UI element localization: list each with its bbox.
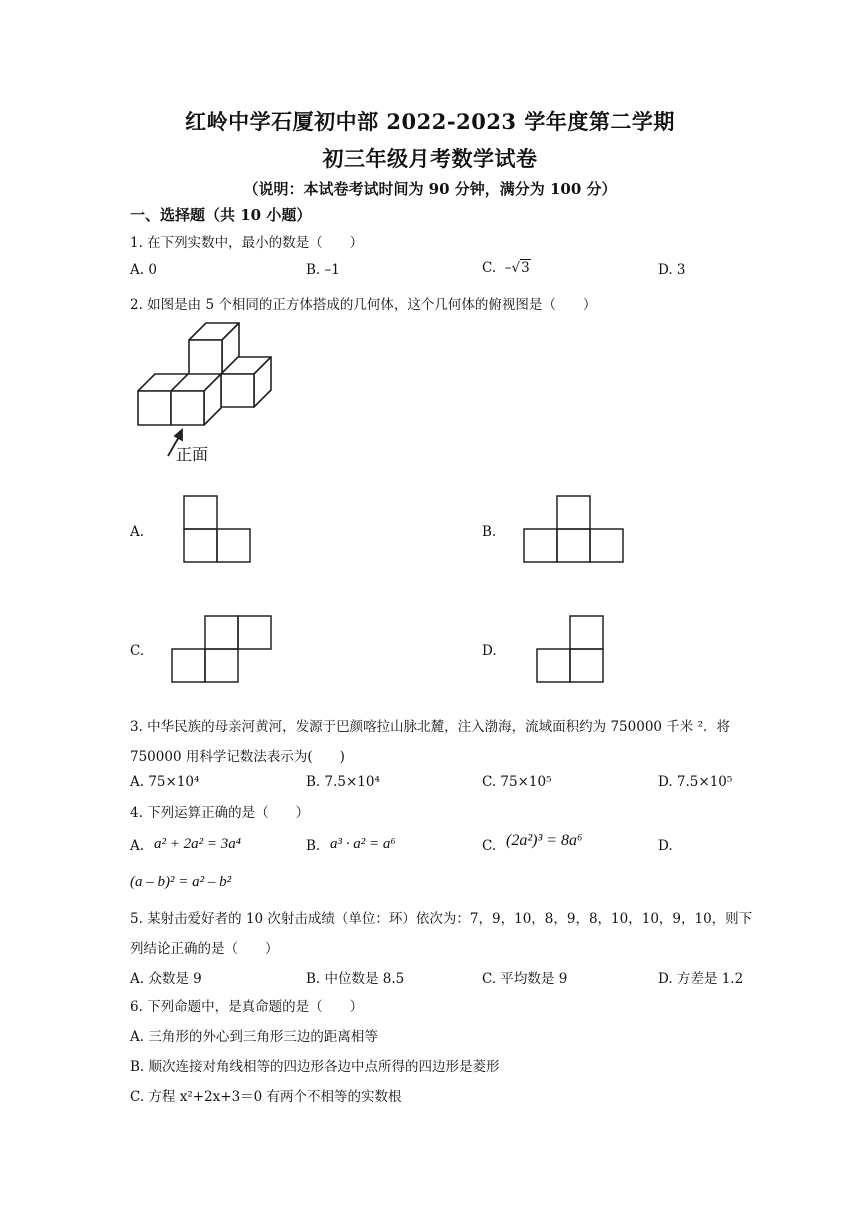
q5-stem-line2: 列结论正确的是（ ）: [130, 941, 279, 957]
q2-option-d-label: D.: [482, 643, 497, 659]
q6-option-b: B. 顺次连接对角线相等的四边形各边中点所得的四边形是菱形: [130, 1059, 500, 1075]
q1-option-c-label: C.: [482, 260, 497, 276]
q2-option-b-label: B.: [482, 524, 497, 540]
q1-option-c-radicand: 3: [521, 260, 530, 276]
sqrt-icon: √: [511, 260, 521, 276]
q1-option-d: D. 3: [658, 262, 686, 278]
q2-option-b-figure: [523, 495, 627, 563]
q2-option-a-figure: [183, 495, 253, 563]
q6-option-a: A. 三角形的外心到三角形三边的距离相等: [130, 1029, 378, 1045]
q6-stem: 6. 下列命题中，是真命题的是（ ）: [130, 999, 364, 1015]
q4-option-b-expr: a³ · a² = a⁶: [330, 836, 396, 852]
q1-option-a: A. 0: [130, 262, 157, 278]
q1-option-c: [482, 260, 531, 276]
q2-option-c-label: C.: [130, 643, 145, 659]
q4-option-c-label: C.: [482, 838, 497, 854]
q3-stem-line1: 3. 中华民族的母亲河黄河，发源于巴颜喀拉山脉北麓，注入渤海，流域面积约为 750000 千米 ²．将: [130, 719, 730, 735]
q1-option-b: B. –1: [306, 262, 340, 278]
exam-title-line2: 初三年级月考数学试卷: [322, 146, 538, 171]
q2-stem: 2. 如图是由 5 个相同的正方体搭成的几何体，这个几何体的俯视图是（ ）: [130, 297, 597, 313]
q5-option-c: C. 平均数是 9: [482, 971, 568, 987]
q6-option-c: C. 方程 x²+2x+3＝0 有两个不相等的实数根: [130, 1089, 402, 1105]
q1-stem: 1. 在下列实数中，最小的数是（ ）: [130, 235, 364, 251]
q3-option-a: A. 75×10⁴: [130, 774, 200, 790]
q5-option-a: A. 众数是 9: [130, 971, 202, 987]
q4-option-d-label: D.: [658, 838, 673, 854]
q2-front-label: 正面: [176, 445, 209, 464]
section-heading: 一、选择题（共 10 小题）: [130, 206, 312, 224]
exam-title-line1: 红岭中学石厦初中部 2022-2023 学年度第二学期: [185, 109, 675, 134]
q2-option-d-figure: [536, 615, 606, 683]
q4-option-b-label: B.: [306, 838, 321, 854]
q5-stem-line1: 5. 某射击爱好者的 10 次射击成绩（单位：环）依次为：7，9，10，8，9，8，10，10，9，10，则下: [130, 911, 753, 927]
q3-option-c: C. 75×10⁵: [482, 774, 552, 790]
q4-option-a-label: A.: [130, 838, 145, 854]
q4-option-d-expr: (a – b)² = a² – b²: [130, 874, 232, 890]
q5-option-d: D. 方差是 1.2: [658, 971, 744, 987]
q5-option-b: B. 中位数是 8.5: [306, 971, 405, 987]
exam-note: （说明：本试卷考试时间为 90 分钟，满分为 100 分）: [243, 180, 617, 198]
q2-option-c-figure: [171, 615, 275, 683]
q3-option-b: B. 7.5×10⁴: [306, 774, 380, 790]
q4-option-a-expr: a² + 2a² = 3a⁴: [154, 836, 241, 852]
q4-stem: 4. 下列运算正确的是（ ）: [130, 805, 310, 821]
q3-stem-line2: 750000 用科学记数法表示为( ): [130, 749, 345, 765]
q3-option-d: D. 7.5×10⁵: [658, 774, 733, 790]
q1-option-c-minus: –: [504, 260, 512, 276]
q2-option-a-label: A.: [130, 524, 145, 540]
q4-option-c-expr: (2a²)³ = 8a⁶: [506, 832, 583, 849]
